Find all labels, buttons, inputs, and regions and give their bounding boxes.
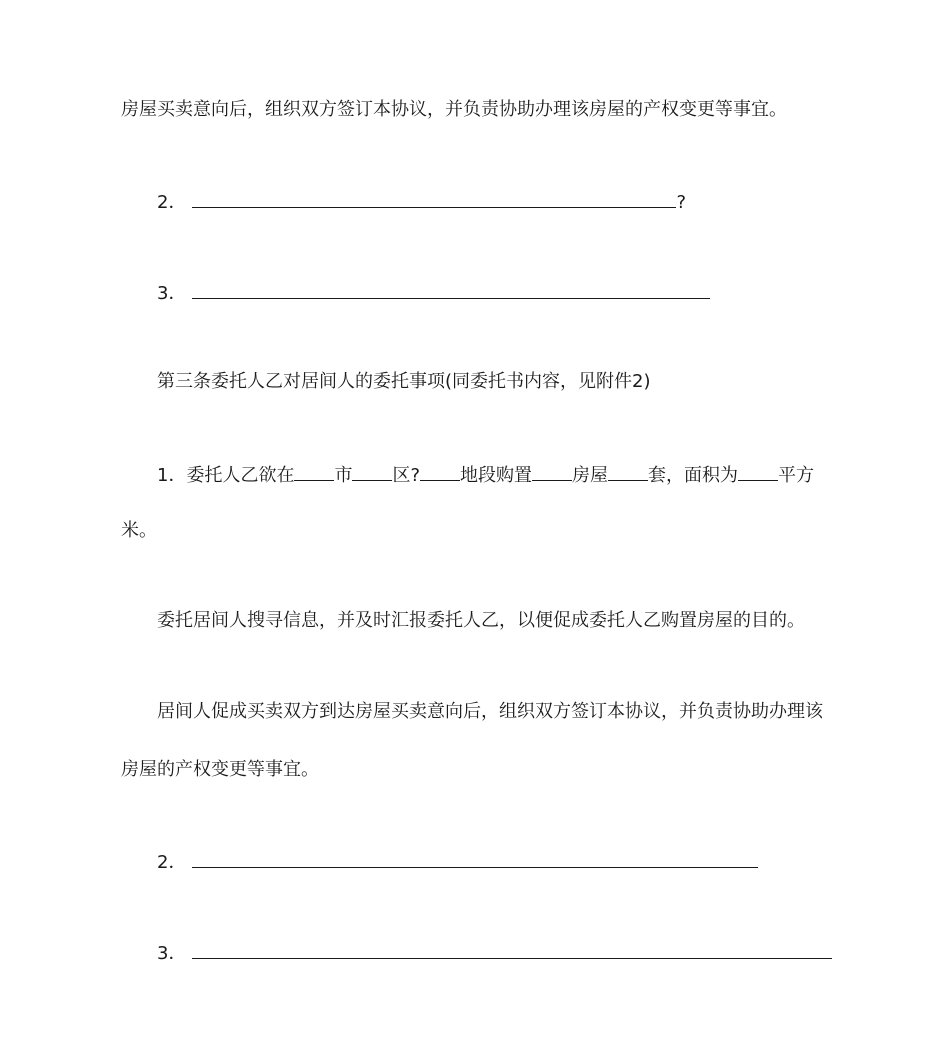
item-text: 市 xyxy=(334,465,353,486)
paragraph-text: 居间人促成买卖双方到达房屋买卖意向后，组织双方签订本协议，并负责协助办理该 xyxy=(157,701,823,722)
fill-in-blank[interactable] xyxy=(192,938,832,959)
item-text: 地段购置 xyxy=(460,465,533,486)
fill-in-blank[interactable] xyxy=(192,847,758,868)
item-number: 2． xyxy=(157,852,187,873)
item-1-continuation xyxy=(121,518,157,544)
paragraph-search xyxy=(157,608,805,634)
size-blank[interactable] xyxy=(738,460,778,481)
item-tail: ? xyxy=(676,192,687,213)
city-blank[interactable] xyxy=(294,460,334,481)
item-number: 2． xyxy=(157,192,187,213)
item-3-line xyxy=(157,278,710,307)
item-text: 米。 xyxy=(121,520,157,541)
paragraph-broker xyxy=(157,699,823,725)
paragraph-text: 房屋的产权变更等事宜。 xyxy=(121,759,319,780)
article-title: 第三条委托人乙对居间人的委托事项(同委托书内容，见附件2) xyxy=(157,371,651,392)
item-number: 1． xyxy=(157,465,187,486)
item-number: 3． xyxy=(157,943,187,964)
item-text: 委托人乙欲在 xyxy=(186,465,295,486)
item-1-line xyxy=(157,460,814,489)
area-blank[interactable] xyxy=(420,460,460,481)
house-type-blank[interactable] xyxy=(532,460,572,481)
item-text: 平方 xyxy=(778,465,815,486)
item-2-line-second xyxy=(157,847,758,876)
item-text: 套，面积为 xyxy=(648,465,739,486)
paragraph-text: 委托居间人搜寻信息，并及时汇报委托人乙，以便促成委托人乙购置房屋的目的。 xyxy=(157,610,805,631)
item-number: 3． xyxy=(157,283,187,304)
district-blank[interactable] xyxy=(352,460,392,481)
item-3-line-second xyxy=(157,938,832,967)
paragraph-text: 房屋买卖意向后，组织双方签订本协议，并负责协助办理该房屋的产权变更等事宜。 xyxy=(121,99,787,120)
units-blank[interactable] xyxy=(608,460,648,481)
paragraph-broker-continuation xyxy=(121,757,319,783)
item-text: 区? xyxy=(392,465,421,486)
article-3-heading xyxy=(157,369,651,395)
item-text: 房屋 xyxy=(572,465,609,486)
paragraph-continuation xyxy=(121,97,787,123)
fill-in-blank[interactable] xyxy=(192,278,710,299)
fill-in-blank[interactable] xyxy=(192,187,676,208)
item-2-line xyxy=(157,187,686,216)
